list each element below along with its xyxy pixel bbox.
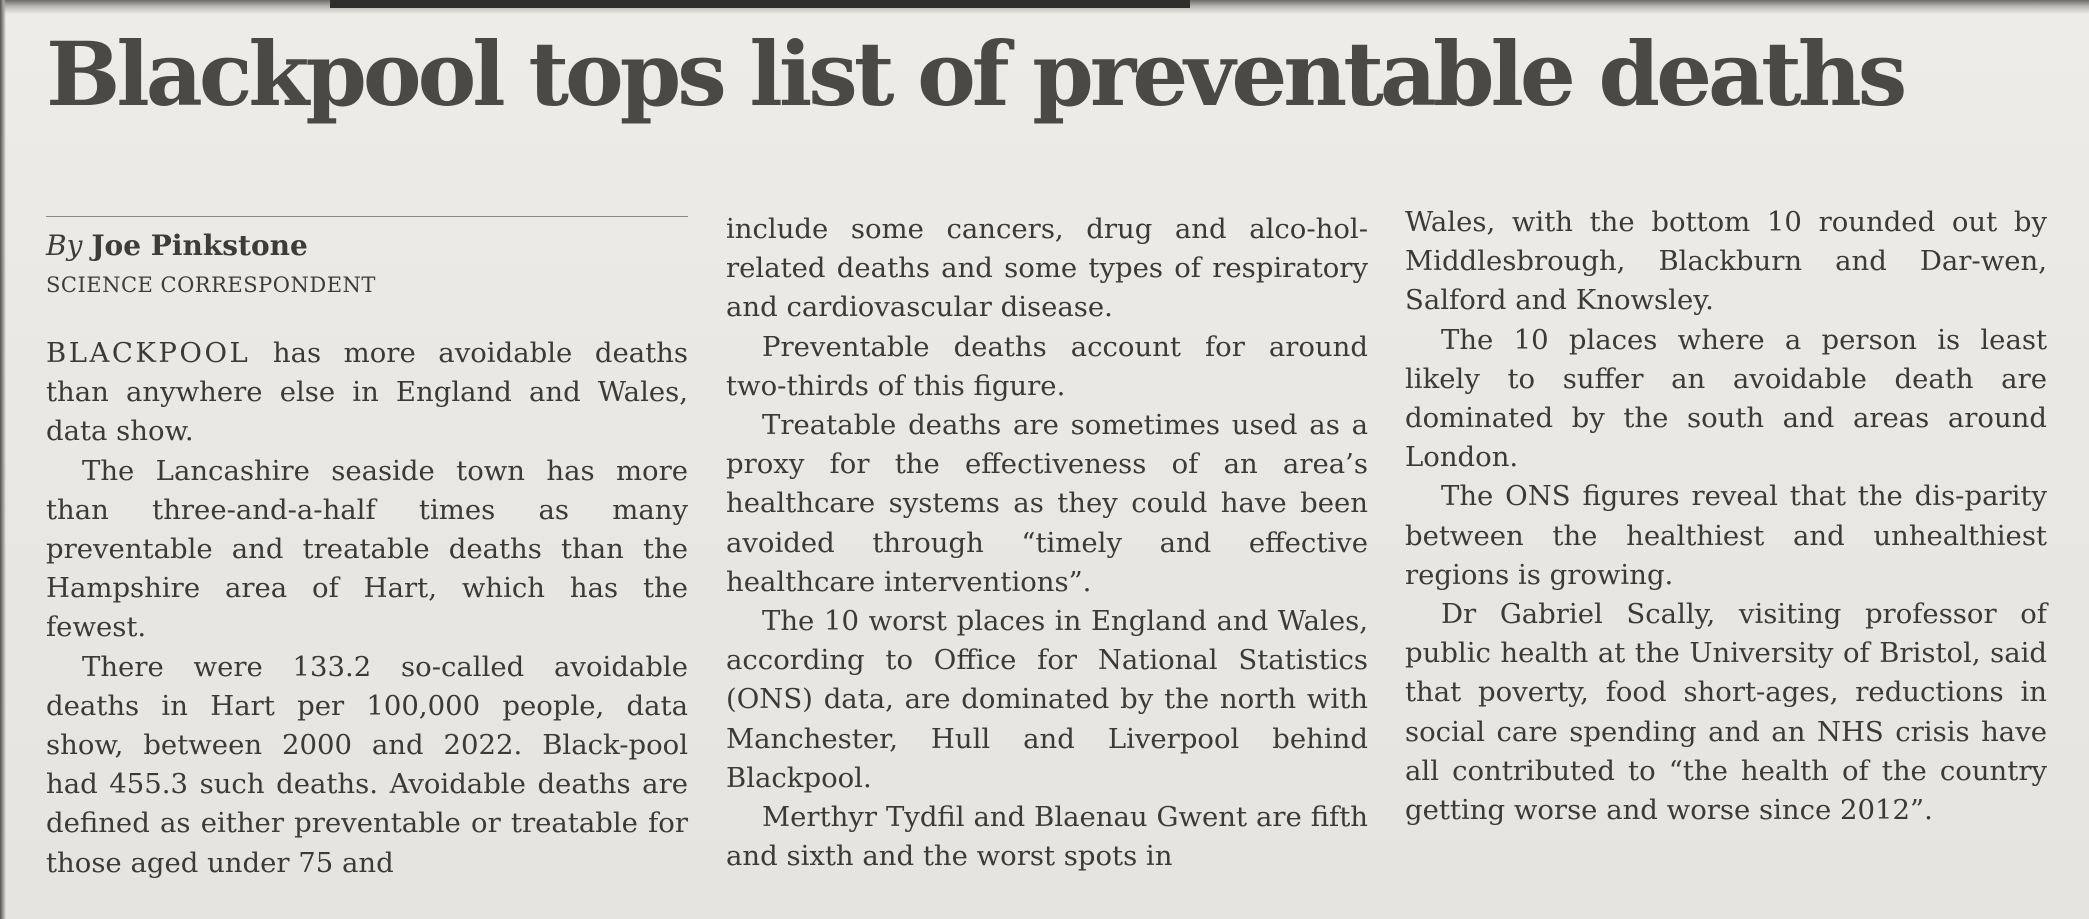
byline-author: Joe Pinkstone	[91, 229, 308, 262]
article-paragraph: Preventable deaths account for around two-thirds of this figure.	[726, 330, 1368, 402]
byline	[46, 228, 308, 264]
article-paragraph	[46, 334, 688, 452]
article-paragraph: The 10 worst places in England and Wales, according to Office for National Statistics (ONS) data, are dominated by the north with Manchester, Hull and Liverpool behind Blackpool.	[726, 605, 1368, 794]
article-column-3	[1405, 203, 2047, 830]
article-paragraph: Dr Gabriel Scally, visiting professor of public health at the University of Bristol, said that poverty, food short-ages, reductions in social care spending and an NHS crisis have all contributed to “the health of the country getting worse and worse since 2012”.	[1405, 598, 2047, 827]
article-column-2	[726, 210, 1368, 876]
article-paragraph: The ONS figures reveal that the dis-parity between the healthiest and unhealthiest regions is growing.	[1405, 480, 2047, 591]
article-paragraph: The 10 places where a person is least likely to suffer an avoidable death are dominated by the south and areas around London.	[1405, 323, 2047, 474]
lead-word: BLACKPOOL	[46, 337, 251, 369]
byline-prefix: By	[46, 229, 83, 262]
article-paragraph: The Lancashire seaside town has more than three-and-a-half times as many preventable and treatable deaths than the Hampshire area of Hart, which has the fewest.	[46, 454, 688, 644]
headline: Blackpool tops list of preventable deaths	[46, 22, 1904, 126]
paragraph-text: has more avoidable deaths than anywhere else in England and Wales, data show.	[46, 337, 688, 448]
article-paragraph: Merthyr Tydfil and Blaenau Gwent are fifth and sixth and the worst spots in	[726, 801, 1368, 873]
article-paragraph-continued: Wales, with the bottom 10 rounded out by Middlesbrough, Blackburn and Dar-wen, Salford and Knowsley.	[1405, 206, 2047, 317]
article-paragraph: There were 133.2 so-called avoidable deaths in Hart per 100,000 people, data show, between 2000 and 2022. Black-pool had 455.3 such deaths. Avoidable deaths are defined as either preventable or treatable for those aged under 75 and	[46, 650, 688, 879]
article-column-1	[46, 334, 688, 883]
scan-top-edge	[330, 0, 1190, 8]
scan-left-edge	[0, 0, 6, 919]
byline-rule	[46, 216, 688, 217]
byline-role: SCIENCE CORRESPONDENT	[46, 273, 376, 297]
article-paragraph: Treatable deaths are sometimes used as a proxy for the effectiveness of an area’s healthcare systems as they could have been avoided through “timely and effective healthcare interventions”.	[726, 409, 1368, 598]
article-paragraph-continued: include some cancers, drug and alco-hol-related deaths and some types of respiratory and cardiovascular disease.	[726, 213, 1368, 324]
